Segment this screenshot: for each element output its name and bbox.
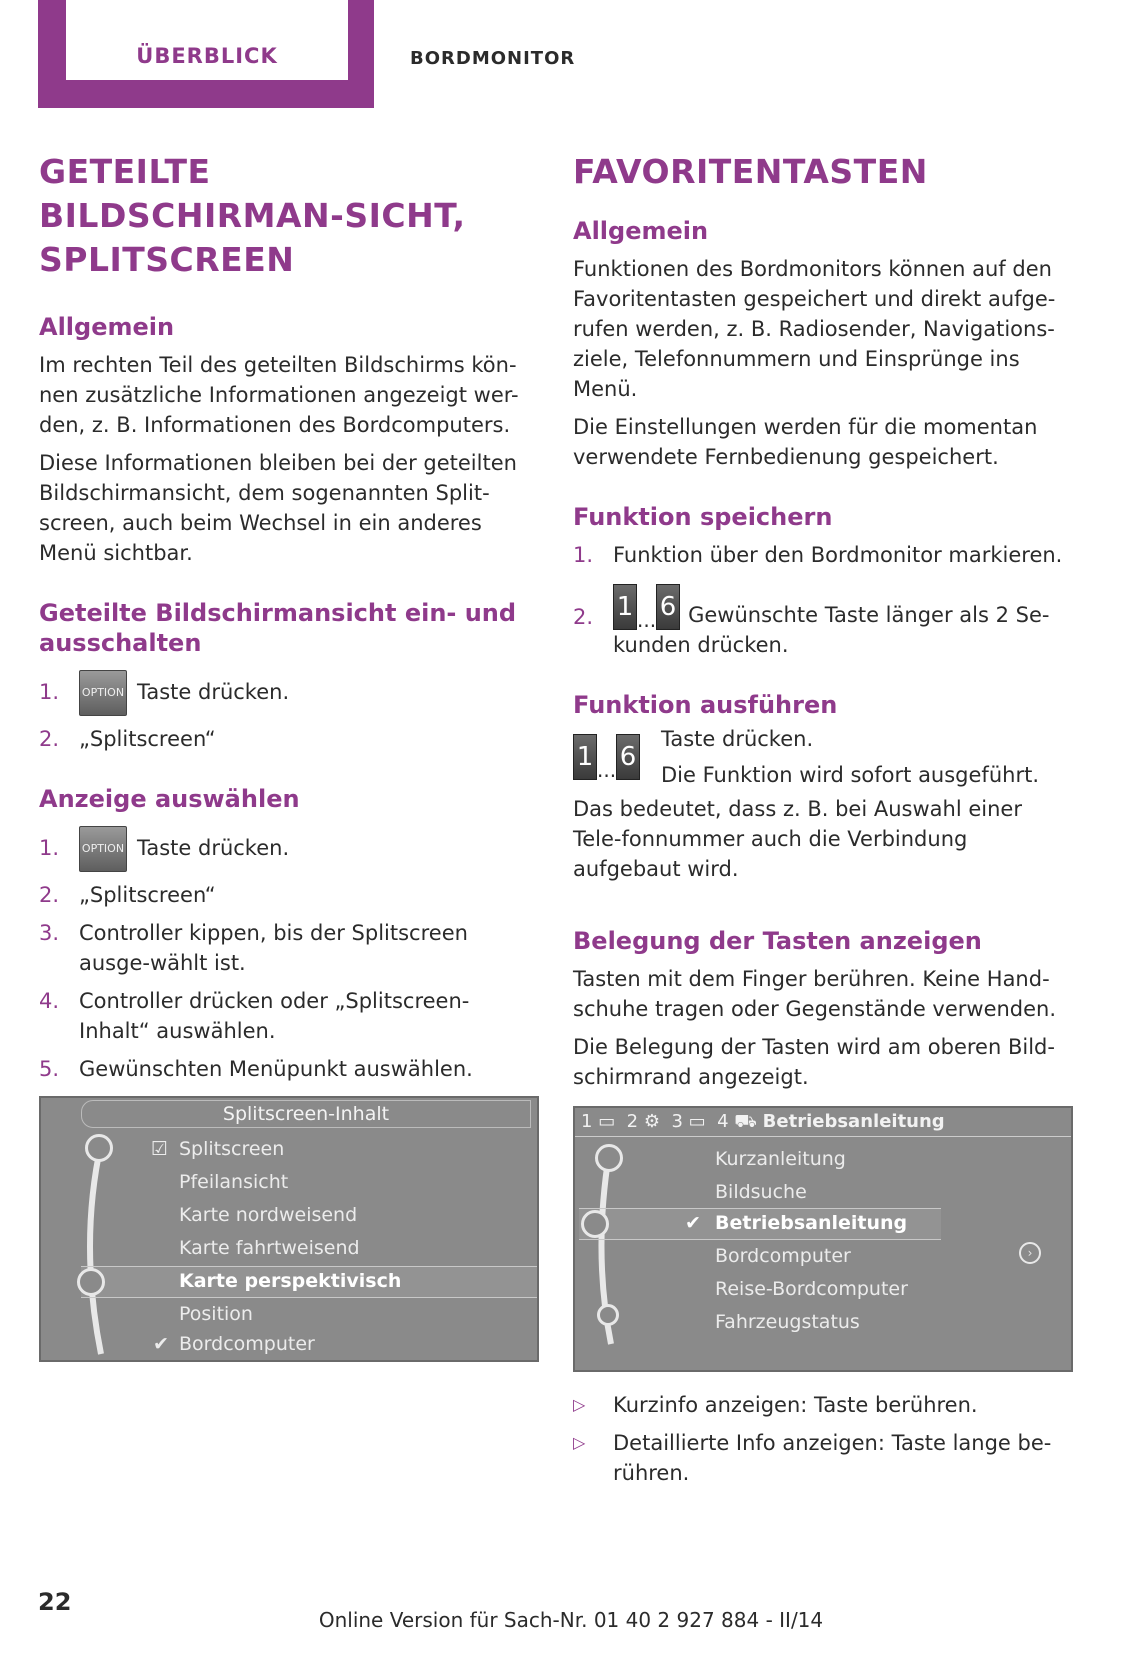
splitscreen-screenshot (39, 1096, 539, 1362)
ausfuehren-line1: Taste drücken. (661, 727, 814, 751)
screen-item-selected: Karte perspektivisch (179, 1270, 402, 1292)
screen-item: Bordcomputer (179, 1333, 315, 1355)
screen-item: Kurzanleitung (715, 1148, 846, 1170)
screen-item-selected: Betriebsanleitung (715, 1212, 908, 1234)
screen-title-text: Betriebsanleitung (762, 1111, 945, 1132)
header-tab (38, 0, 374, 108)
list-item (39, 668, 539, 716)
list-num: 3. (39, 921, 60, 945)
list-text: Taste drücken. (137, 836, 290, 860)
key-6-icon: 6 (656, 584, 680, 630)
anzeige-heading: Anzeige auswählen (39, 785, 300, 813)
screen-title (81, 1100, 531, 1128)
list-item (573, 1390, 1073, 1420)
check-icon: ✔ (153, 1333, 169, 1355)
ausfuehren-line2: Die Funktion wird sofort ausgeführt. (661, 763, 1039, 787)
list-text: Gewünschte Taste länger als 2 Se-kunden drücken. (613, 603, 1050, 657)
screen-item: Fahrzeugstatus (715, 1311, 860, 1333)
controller-knob-icon (597, 1304, 619, 1326)
chevron-right-icon: › (1019, 1242, 1041, 1264)
list-text: Taste drücken. (137, 680, 290, 704)
favorites-screenshot (573, 1106, 1073, 1372)
controller-knob-icon (581, 1210, 609, 1238)
list-num: 5. (39, 1057, 60, 1081)
list-item (39, 918, 539, 978)
belegung-p1: Tasten mit dem Finger berühren. Keine Hand-schuhe tragen oder Gegenstände verwenden. (573, 967, 1057, 1021)
list-num: 2. (39, 883, 60, 907)
key-1-icon: 1 (573, 734, 597, 780)
tab-label: ÜBERBLICK (66, 0, 348, 80)
list-text: „Splitscreen“ (79, 883, 216, 907)
right-title: FAVORITENTASTEN (573, 152, 928, 191)
right-column (573, 150, 1073, 1496)
list-text: Controller kippen, bis der Splitscreen ausge-wählt ist. (79, 921, 468, 975)
section-label: BORDMONITOR (410, 48, 576, 69)
controller-arc-icon (71, 1134, 131, 1360)
list-text: Detaillierte Info anzeigen: Taste lange be-rühren. (613, 1431, 1052, 1485)
triangle-bullet-icon: ▷ (573, 1395, 586, 1414)
list-item (39, 824, 539, 872)
screen-item: Reise-Bordcomputer (715, 1278, 908, 1300)
ausfuehren-heading: Funktion ausführen (573, 691, 838, 719)
screen-item: Position (179, 1303, 253, 1325)
list-text: Controller drücken oder „Splitscreen-Inhalt“ auswählen. (79, 989, 470, 1043)
list-text: Kurzinfo anzeigen: Taste berühren. (613, 1393, 978, 1417)
radio-icon: ▭ (598, 1111, 616, 1132)
favorite-keys-icon: 1 ... 6 (573, 734, 640, 780)
list-item (39, 1054, 539, 1084)
ein-aus-heading: Geteilte Bildschirmansicht ein- und ausschalten (39, 599, 517, 657)
list-item (573, 584, 1073, 660)
list-text: „Splitscreen“ (79, 727, 216, 751)
check-icon: ☑ (151, 1138, 169, 1160)
online-version-note: Online Version für Sach-Nr. 01 40 2 927 884 - II/14 (318, 1608, 824, 1632)
belegung-p2: Die Belegung der Tasten wird am oberen Bild-schirmrand angezeigt. (573, 1035, 1055, 1089)
left-allgemein-p2: Diese Informationen bleiben bei der geteilten Bildschirmansicht, dem sogenannten Split-screen, auch beim Wechsel in ein anderes Menü sichtbar. (39, 451, 517, 565)
list-num: 2. (39, 727, 60, 751)
gear-icon: ⚙ (643, 1111, 660, 1132)
ausfuehren-block (573, 728, 1073, 794)
left-allgemein-heading: Allgemein (39, 313, 175, 341)
list-num: 2. (573, 605, 594, 629)
list-item (39, 724, 539, 754)
left-title: GETEILTE BILDSCHIRMAN-SICHT, SPLITSCREEN (39, 152, 466, 279)
screen-tabbar: 1 ▭ 2 ⚙ 3 ▭ 4 ⛟ Betriebsanleitung (575, 1108, 1071, 1137)
screen-title-text: Splitscreen-Inhalt (222, 1103, 390, 1125)
ein-aus-list (39, 668, 539, 754)
speichern-heading: Funktion speichern (573, 503, 833, 531)
belegung-bullets (573, 1390, 1073, 1488)
screen-item: Karte fahrtweisend (179, 1237, 360, 1259)
list-num: 4. (39, 989, 60, 1013)
right-allgemein-p2: Die Einstellungen werden für die momentan verwendete Fernbedienung gespeichert. (573, 415, 1038, 469)
list-num: 1. (39, 680, 60, 704)
list-text: Gewünschten Menüpunkt auswählen. (79, 1057, 473, 1081)
list-num: 1. (573, 543, 594, 567)
controller-knob-icon (77, 1268, 105, 1296)
right-allgemein-heading: Allgemein (573, 217, 709, 245)
screen-item: Karte nordweisend (179, 1204, 358, 1226)
left-column (39, 150, 539, 1362)
list-item (573, 1428, 1073, 1488)
media-icon: ▭ (688, 1111, 706, 1132)
triangle-bullet-icon: ▷ (573, 1433, 586, 1452)
list-num: 1. (39, 836, 60, 860)
controller-knob-icon (85, 1134, 113, 1162)
ausfuehren-p: Das bedeutet, dass z. B. bei Auswahl einer Tele-fonnummer auch die Verbindung aufgebaut wird. (573, 797, 1022, 881)
option-button-icon: OPTION (79, 826, 127, 872)
list-item (39, 986, 539, 1046)
controller-arc-icon (589, 1144, 649, 1370)
right-allgemein-p1: Funktionen des Bordmonitors können auf den Favoritentasten gespeichert und direkt aufge-rufen werden, z. B. Radiosender, Navigations-ziele, Telefonnummern und Einsprünge ins Menü. (573, 257, 1056, 401)
option-button-icon: OPTION (79, 670, 127, 716)
screen-item: Pfeilansicht (179, 1171, 289, 1193)
check-icon: ✔ (685, 1212, 701, 1234)
left-allgemein-p1: Im rechten Teil des geteilten Bildschirms kön-nen zusätzliche Informationen angezeigt wer-den, z. B. Informationen des Bordcomputers. (39, 353, 519, 437)
screen-item: Bildsuche (715, 1181, 807, 1203)
page-number: 22 (38, 1588, 72, 1616)
list-text: Funktion über den Bordmonitor markieren. (613, 543, 1063, 567)
controller-knob-icon (595, 1144, 623, 1172)
screen-item: Splitscreen (179, 1138, 285, 1160)
list-item (39, 880, 539, 910)
list-item (573, 540, 1073, 570)
belegung-heading: Belegung der Tasten anzeigen (573, 927, 982, 955)
car-icon: ⛟ (734, 1111, 757, 1132)
screen-item: Bordcomputer (715, 1245, 851, 1267)
favorite-keys-icon: 1 ... 6 (613, 584, 680, 630)
speichern-list (573, 540, 1073, 660)
key-6-icon: 6 (616, 734, 640, 780)
anzeige-list (39, 824, 539, 1084)
key-1-icon: 1 (613, 584, 637, 630)
